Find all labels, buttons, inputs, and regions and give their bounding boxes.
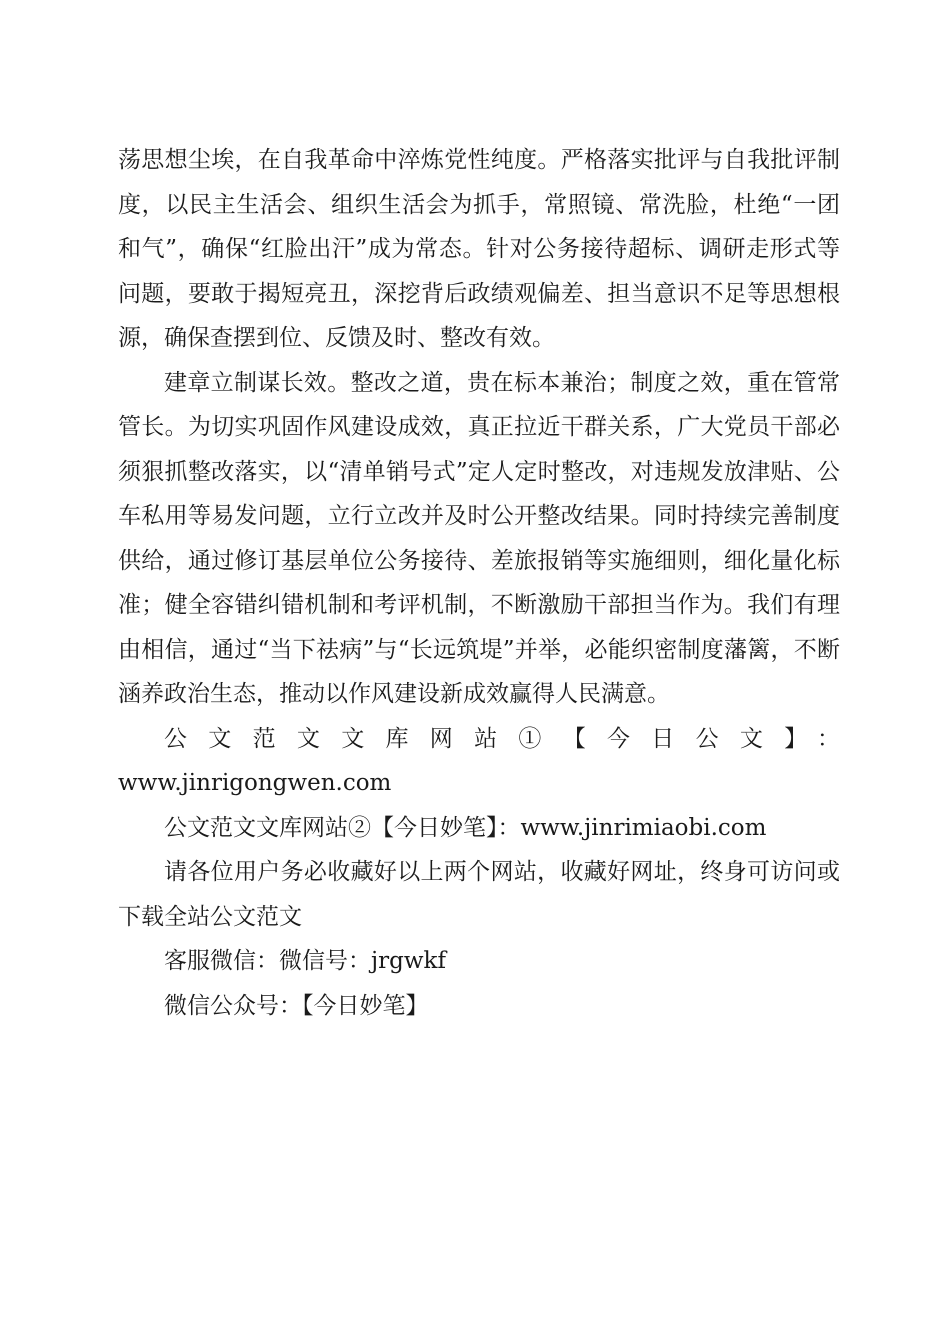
wechat-official-account: 微信公众号：【今日妙笔】 — [164, 992, 429, 1019]
reminder-text: 请各位用户务必收藏好以上两个网站，收藏好网址，终身可访问或下载全站公文范文 — [118, 859, 840, 930]
site1-url[interactable]: www.jinrigongwen.com — [118, 770, 392, 796]
document-page — [118, 138, 840, 1028]
body-paragraph-2: 建章立制谋长效。整改之道，贵在标本兼治；制度之效，重在管常管长。为切实巩固作风建设成效，真正拉近干群关系，广大党员干部必须狠抓整改落实，以“清单销号式”定人定时整改，对违规发放津贴、公车私用等易发问题，立行立改并及时公开整改结果。同时持续完善制度供给，通过修订基层单位公务接待、差旅报销等实施细则，细化量化标准；健全容错纠错机制和考评机制，不断激励干部担当作为。我们有理由相信，通过“当下祛病”与“长远筑堤”并举，必能织密制度藩篱，不断涵养政治生态，推动以作风建设新成效赢得人民满意。 — [118, 369, 840, 707]
site2-line[interactable]: 公文范文文库网站②【今日妙笔】：www.jinrimiaobi.com — [164, 814, 767, 841]
wechat-service: 客服微信：微信号：jrgwkf — [164, 948, 446, 974]
body-paragraph-1: 荡思想尘埃，在自我革命中淬炼党性纯度。严格落实批评与自我批评制度，以民主生活会、组织生活会为抓手，常照镜、常洗脸，杜绝“一团和气”，确保“红脸出汗”成为常态。针对公务接待超标、调研走形式等问题，要敢于揭短亮丑，深挖背后政绩观偏差、担当意识不足等思想根源，确保查摆到位、反馈及时、整改有效。 — [118, 147, 840, 351]
site1-label: 公文范文文库网站①【今日公文】： — [164, 725, 840, 752]
